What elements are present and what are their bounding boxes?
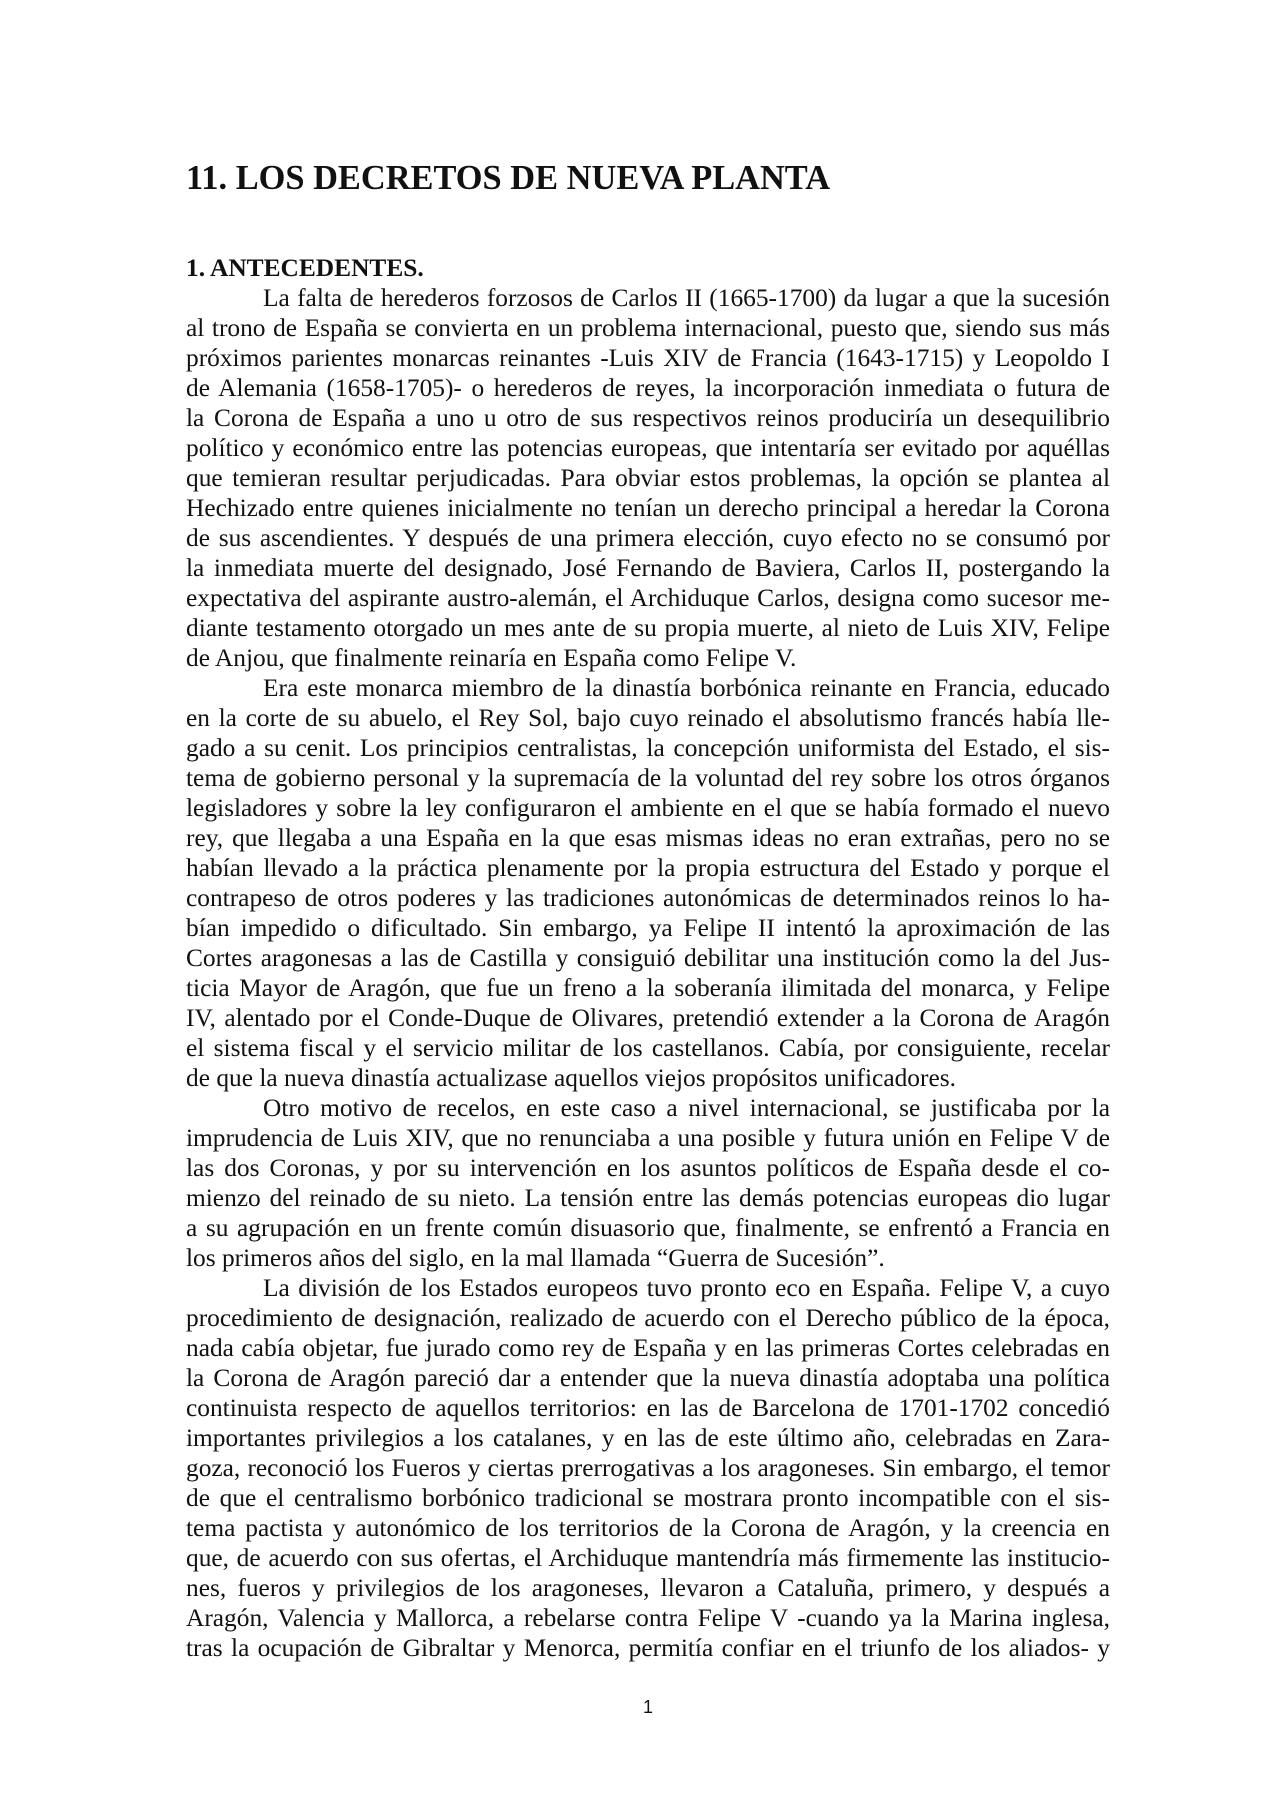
text-line: Era este monarca miembro de la dinastía borbónica reinante en Francia, educado [263,674,1110,702]
paragraph [186,283,1110,673]
text-line: procedimiento de designación, realizado de acuerdo con el Derecho público de la época, [186,1304,1110,1332]
text-line: diante testamento otorgado un mes ante de su propia muerte, al nieto de Luis XIV, Felipe [186,614,1110,642]
text-line: gado a su cenit. Los principios centralistas, la concepción uniformista del Estado, el sis- [186,734,1110,762]
text-line: mienzo del reinado de su nieto. La tensión entre las demás potencias europeas dio lugar [186,1184,1110,1212]
text-line: Cortes aragonesas a las de Castilla y consiguió debilitar una institución como la del Jus- [186,944,1110,972]
text-line: habían llevado a la práctica plenamente por la propia estructura del Estado y porque el [186,854,1110,882]
text-line: que temieran resultar perjudicadas. Para obviar estos problemas, la opción se plantea al [186,464,1110,492]
text-line: al trono de España se convierta en un problema internacional, puesto que, siendo sus más [186,314,1110,342]
text-line: Aragón, Valencia y Mallorca, a rebelarse contra Felipe V -cuando ya la Marina inglesa, [186,1604,1110,1632]
text-line: de que la nueva dinastía actualizase aquellos viejos propósitos unificadores. [186,1064,956,1092]
text-line: la inmediata muerte del designado, José Fernando de Baviera, Carlos II, postergando la [186,554,1110,582]
text-line: el sistema fiscal y el servicio militar de los castellanos. Cabía, por consiguiente, recelar [186,1034,1110,1062]
text-line: expectativa del aspirante austro-alemán, el Archiduque Carlos, designa como sucesor me- [186,584,1110,612]
text-line: en la corte de su abuelo, el Rey Sol, bajo cuyo reinado el absolutismo francés había lle- [186,704,1110,732]
text-line: nes, fueros y privilegios de los aragoneses, llevaron a Cataluña, primero, y después a [186,1574,1110,1602]
text-line: imprudencia de Luis XIV, que no renunciaba a una posible y futura unión en Felipe V de [186,1124,1110,1152]
text-line: tras la ocupación de Gibraltar y Menorca, permitía confiar en el triunfo de los aliados- y [186,1634,1110,1662]
text-line: de Alemania (1658-1705)- o herederos de reyes, la incorporación inmediata o futura de [186,374,1110,402]
text-line: continuista respecto de aquellos territorios: en las de Barcelona de 1701-1702 concedió [186,1394,1110,1422]
text-line: próximos parientes monarcas reinantes -Luis XIV de Francia (1643-1715) y Leopoldo I [186,344,1110,372]
text-line: tema pactista y autonómico de los territorios de la Corona de Aragón, y la creencia en [186,1514,1110,1542]
text-line: La falta de herederos forzosos de Carlos II (1665-1700) da lugar a que la sucesión [263,284,1110,312]
text-line: IV, alentado por el Conde-Duque de Olivares, pretendió extender a la Corona de Aragón [186,1004,1110,1032]
text-line: nada cabía objetar, fue jurado como rey de España y en las primeras Cortes celebradas en [186,1334,1110,1362]
text-line: goza, reconoció los Fueros y ciertas prerrogativas a los aragoneses. Sin embargo, el temor [186,1454,1110,1482]
section-heading: 1. ANTECEDENTES. [186,254,424,282]
text-line: de sus ascendientes. Y después de una primera elección, cuyo efecto no se consumó por [186,524,1110,552]
text-line: legisladores y sobre la ley configuraron el ambiente en el que se había formado el nuevo [186,794,1110,822]
text-line: tema de gobierno personal y la supremacía de la voluntad del rey sobre los otros órganos [186,764,1110,792]
page-number: 1 [642,1697,653,1717]
page-title: 11. LOS DECRETOS DE NUEVA PLANTA [186,159,831,197]
text-line: los primeros años del siglo, en la mal llamada “Guerra de Sucesión”. [186,1244,885,1272]
text-line: a su agrupación en un frente común disuasorio que, finalmente, se enfrentó a Francia en [186,1214,1110,1242]
text-line: la Corona de Aragón pareció dar a entender que la nueva dinastía adoptaba una política [186,1364,1110,1392]
text-line: que, de acuerdo con sus ofertas, el Archiduque mantendría más firmemente las institucio- [186,1544,1110,1572]
body-text [186,253,1110,1663]
text-line: contrapeso de otros poderes y las tradiciones autonómicas de determinados reinos lo ha- [186,884,1110,912]
text-line: la Corona de España a uno u otro de sus respectivos reinos produciría un desequilibrio [186,404,1110,432]
text-line: bían impedido o dificultado. Sin embargo, ya Felipe II intentó la aproximación de las [186,914,1110,942]
paragraph [186,1273,1110,1663]
text-line: político y económico entre las potencias europeas, que intentaría ser evitado por aquéllas [186,434,1110,462]
text-line: rey, que llegaba a una España en la que esas mismas ideas no eran extrañas, pero no se [186,824,1110,852]
text-line: Otro motivo de recelos, en este caso a nivel internacional, se justificaba por la [263,1094,1110,1122]
text-line: importantes privilegios a los catalanes, y en las de este último año, celebradas en Zara- [186,1424,1110,1452]
text-line: ticia Mayor de Aragón, que fue un freno a la soberanía ilimitada del monarca, y Felipe [186,974,1110,1002]
paragraph [186,1093,1110,1273]
paragraph [186,673,1110,1093]
text-line: de que el centralismo borbónico tradicional se mostrara pronto incompatible con el sis- [186,1484,1110,1512]
text-line: de Anjou, que finalmente reinaría en España como Felipe V. [186,644,797,672]
text-line: Hechizado entre quienes inicialmente no tenían un derecho principal a heredar la Corona [186,494,1110,522]
text-line: las dos Coronas, y por su intervención en los asuntos políticos de España desde el co- [186,1154,1110,1182]
text-line: La división de los Estados europeos tuvo pronto eco en España. Felipe V, a cuyo [263,1274,1110,1302]
